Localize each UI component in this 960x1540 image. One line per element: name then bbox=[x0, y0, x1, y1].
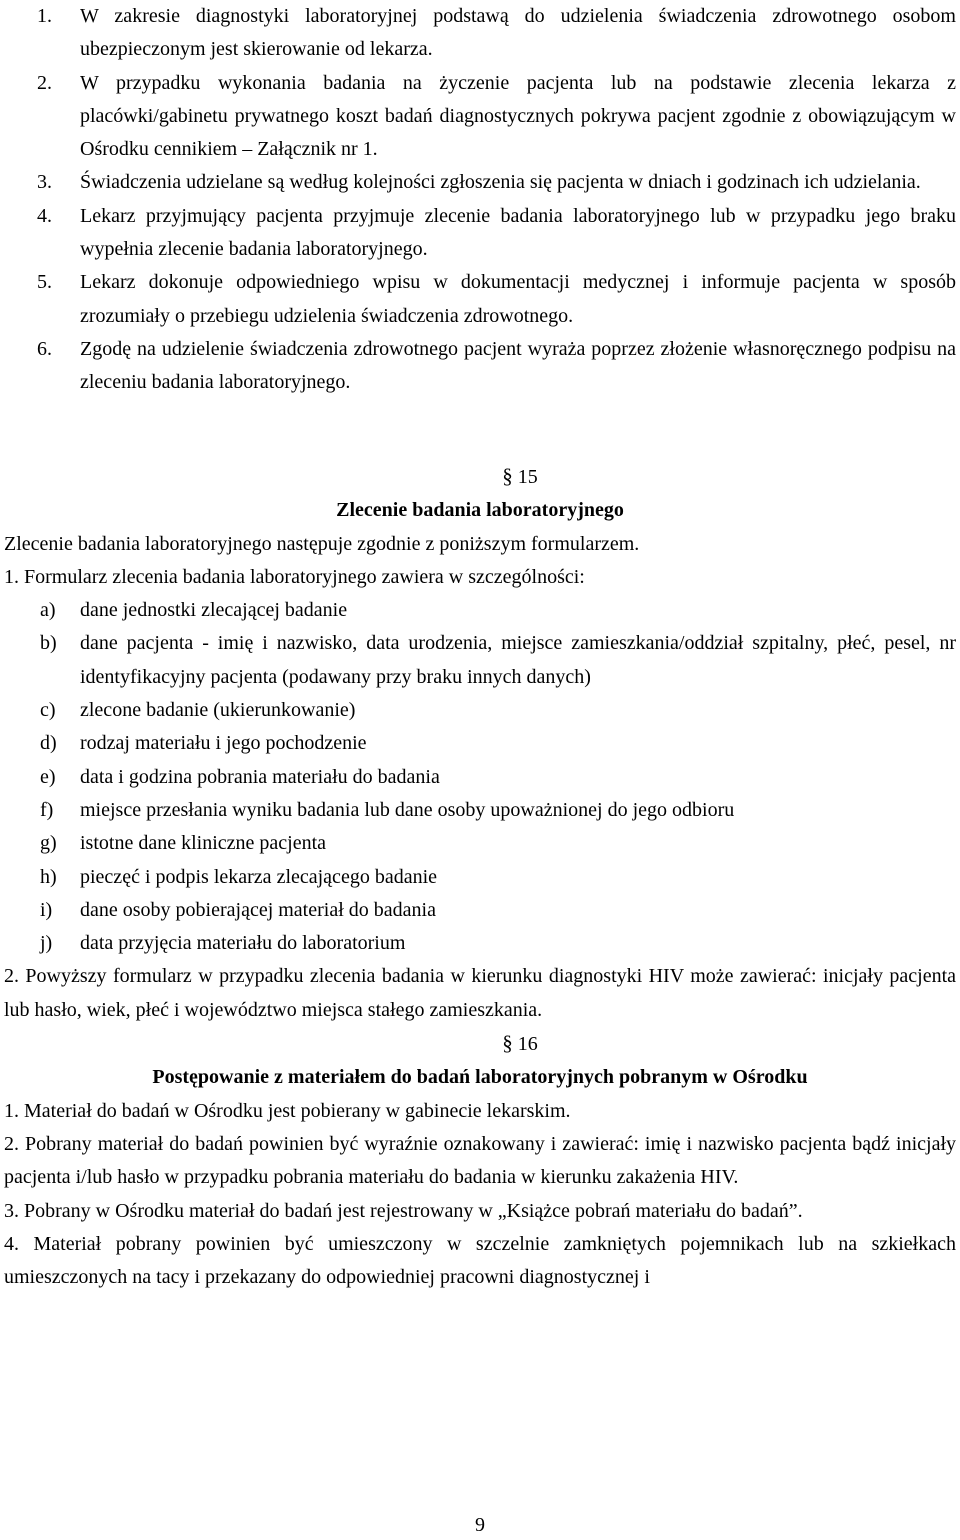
section-15-title: Zlecenie badania laboratoryjnego bbox=[336, 499, 624, 522]
paragraph-sign: § bbox=[502, 464, 513, 488]
list-item-text: rodzaj materiału i jego pochodzenie bbox=[80, 732, 367, 755]
list-item bbox=[37, 333, 956, 400]
section-16-paragraph: 3. Pobrany w Ośrodku materiał do badań jest rejestrowany w „Książce pobrań materiału do badań”. bbox=[4, 1199, 803, 1222]
list-item-number: 3. bbox=[37, 171, 52, 194]
list-item bbox=[40, 827, 956, 860]
list-item-text: W zakresie diagnostyki laboratoryjnej podstawą do udzielenia świadczenia zdrowotnego osobom ubezpieczonym jest skierowanie od lekarza. bbox=[80, 5, 956, 61]
list-item-letter: h) bbox=[40, 865, 57, 888]
list-item-text: W przypadku wykonania badania na życzenie pacjenta lub na podstawie zlecenia lekarza z placówki/gabinetu prywatnego koszt badań diagnostycznych pokrywa pacjent zgodnie z obowiązującym w Ośrodku cennikiem – Załącznik nr 1. bbox=[80, 71, 956, 161]
list-item-text: Lekarz przyjmujący pacjenta przyjmuje zlecenie badania laboratoryjnego lub w przypadku jego braku wypełnia zlecenie badania laboratoryjnego. bbox=[80, 204, 956, 261]
section-16-paragraph: 2. Pobrany materiał do badań powinien być wyraźnie oznakowany i zawierać: imię i nazwisko pacjenta bądź inicjały pacjenta i/lub hasło w przypadku pobrania materiału do badania w kierunku zakażenia HIV. bbox=[4, 1132, 956, 1189]
list-item bbox=[40, 794, 956, 827]
list-item bbox=[40, 861, 956, 894]
top-section bbox=[0, 0, 960, 400]
list-item-number: 2. bbox=[37, 71, 52, 94]
list-item-text: pieczęć i podpis lekarza zlecającego badanie bbox=[80, 865, 438, 888]
list-item bbox=[37, 266, 956, 333]
list-item-text: dane jednostki zlecającej badanie bbox=[80, 599, 348, 622]
form-fields-list bbox=[0, 594, 960, 960]
list-item-text: istotne dane kliniczne pacjenta bbox=[80, 832, 327, 855]
section-16-paragraph: 1. Materiał do badań w Ośrodku jest pobierany w gabinecie lekarskim. bbox=[4, 1099, 571, 1122]
list-item-text: Lekarz dokonuje odpowiedniego wpisu w dokumentacji medycznej i informuje pacjenta w sposób zrozumiały o przebiegu udzielenia świadczenia zdrowotnego. bbox=[80, 271, 956, 327]
section-number: 16 bbox=[517, 1033, 538, 1056]
list-item-letter: f) bbox=[40, 798, 54, 821]
list-item-letter: b) bbox=[40, 632, 57, 655]
section-15-point-2: 2. Powyższy formularz w przypadku zlecenia badania w kierunku diagnostyki HIV może zawierać: inicjały pacjenta lub hasło, wiek, płeć i województwo miejsca stałego zamieszkania. bbox=[4, 965, 956, 1021]
list-item-letter: j) bbox=[40, 932, 53, 955]
page-number: 9 bbox=[475, 1514, 485, 1536]
list-item-letter: c) bbox=[40, 699, 56, 722]
list-item-text: dane osoby pobierającej materiał do badania bbox=[80, 898, 436, 921]
list-item-text: dane pacjenta - imię i nazwisko, data urodzenia, miejsce zamieszkania/oddział szpitalny, płeć, pesel, nr identyfikacyjny pacjenta (podawany przy braku innych danych) bbox=[80, 632, 956, 688]
list-item-letter: e) bbox=[40, 765, 56, 788]
list-item bbox=[37, 200, 956, 267]
list-item-letter: a) bbox=[40, 599, 56, 622]
sections bbox=[0, 460, 960, 1294]
list-item-number: 4. bbox=[37, 204, 52, 227]
list-item-number: 1. bbox=[37, 5, 52, 27]
list-item-text: data i godzina pobrania materiału do badania bbox=[80, 765, 440, 788]
list-item bbox=[37, 67, 956, 167]
list-item-text: Zgodę na udzielenie świadczenia zdrowotnego pacjent wyraża poprzez złożenie własnoręcznego podpisu na zleceniu badania laboratoryjnego. bbox=[80, 337, 956, 394]
list-item-text: Świadczenia udzielane są według kolejności zgłoszenia się pacjenta w dniach i godzinach ich udzielania. bbox=[80, 171, 921, 194]
list-item-text: miejsce przesłania wyniku badania lub dane osoby upoważnionej do jego odbioru bbox=[80, 798, 735, 821]
list-item-letter: i) bbox=[40, 898, 53, 921]
numbered-list-top bbox=[0, 0, 960, 400]
list-item bbox=[40, 727, 956, 760]
list-item bbox=[40, 627, 956, 694]
list-item bbox=[40, 761, 956, 794]
section-15-point-1: 1. Formularz zlecenia badania laboratoryjnego zawiera w szczególności: bbox=[4, 565, 585, 588]
section-15-heading-number bbox=[80, 460, 960, 494]
list-item-letter: g) bbox=[40, 832, 57, 855]
paragraph-sign: § bbox=[502, 1031, 513, 1056]
list-item bbox=[40, 594, 956, 627]
list-item-text: data przyjęcia materiału do laboratorium bbox=[80, 932, 406, 955]
list-item-number: 6. bbox=[37, 337, 52, 360]
section-number: 15 bbox=[517, 466, 538, 488]
section-15-intro: Zlecenie badania laboratoryjnego następuje zgodnie z poniższym formularzem. bbox=[4, 532, 640, 555]
section-16-heading-number bbox=[80, 1027, 960, 1061]
list-item bbox=[37, 0, 956, 67]
section-16-title: Postępowanie z materiałem do badań laboratoryjnych pobranym w Ośrodku bbox=[152, 1066, 808, 1089]
list-item-letter: d) bbox=[40, 732, 57, 755]
list-item bbox=[40, 694, 956, 727]
list-item bbox=[37, 166, 956, 199]
list-item-text: zlecone badanie (ukierunkowanie) bbox=[80, 699, 356, 722]
list-item bbox=[40, 894, 956, 927]
list-item bbox=[40, 927, 956, 960]
list-item-number: 5. bbox=[37, 271, 52, 294]
section-16-paragraph: 4. Materiał pobrany powinien być umieszczony w szczelnie zamkniętych pojemnikach lub na szkiełkach umieszczonych na tacy i przekazany do odpowiedniej pracowni diagnostycznej i bbox=[4, 1232, 956, 1289]
